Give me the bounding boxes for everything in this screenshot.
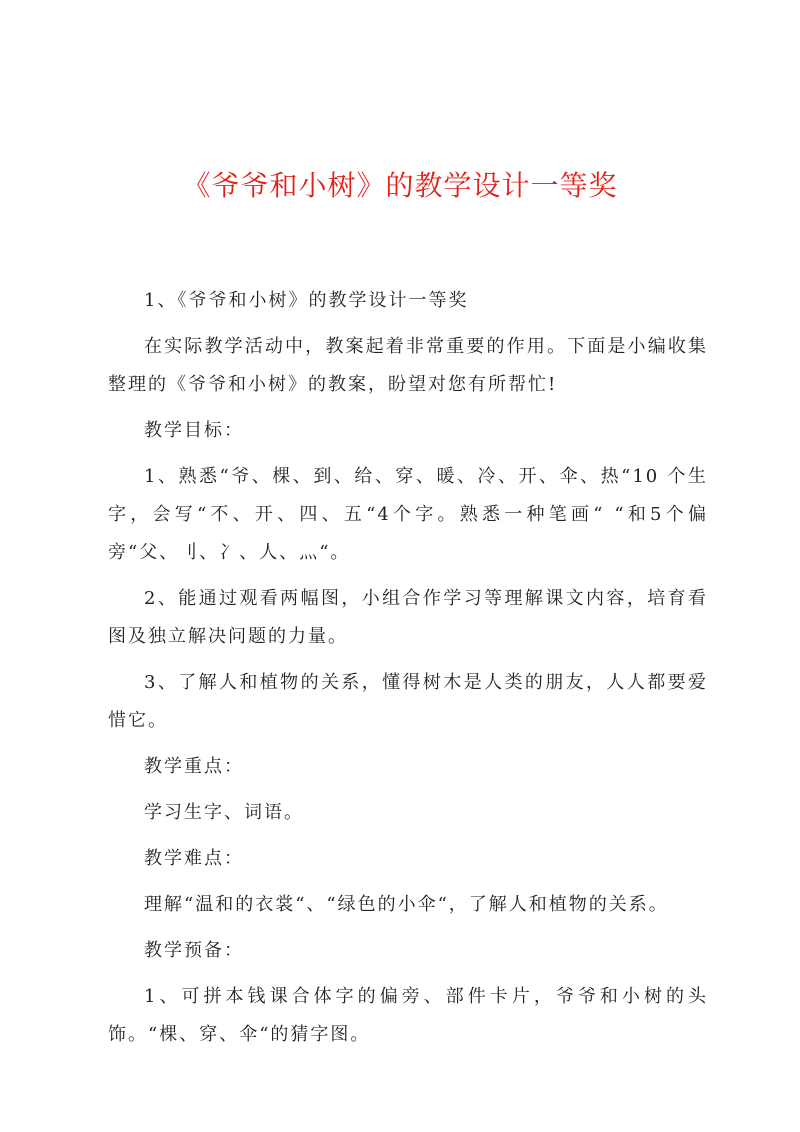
section-label-difficulties: 教学难点： [144,848,244,869]
paragraph-heading: 1、《爷爷和小树》的教学设计一等奖 [144,290,469,311]
section-label-key-points: 教学重点： [144,756,244,777]
section-label-preparation: 教学预备： [144,940,244,961]
document-title: 《爷爷和小树》的教学设计一等奖 [182,169,618,202]
paragraph-intro: 在实际教学活动中，教案起着非常重要的作用。下面是小编收集整理的《爷爷和小树》的教案，盼望对您有所帮忙! [108,336,708,395]
paragraph-goal-2: 2、能通过观看两幅图，小组合作学习等理解课文内容，培育看图及独立解决问题的力量。 [108,588,708,647]
section-label-goals: 教学目标： [144,420,244,441]
paragraph-goal-1: 1、熟悉“爷、棵、到、给、穿、暖、冷、开、伞、热“10 个生字，会写“不、开、四、五“4个字。熟悉一种笔画“ “和5个偏旁“父、刂、冫、人、灬“。 [108,466,708,563]
paragraph-difficulties: 理解“温和的衣裳“、“绿色的小伞“，了解人和植物的关系。 [144,894,669,915]
paragraph-goal-3: 3、了解人和植物的关系，懂得树木是人类的朋友，人人都要爱惜它。 [108,672,708,731]
document-body [108,282,708,1062]
paragraph-key-points: 学习生字、词语。 [144,802,304,823]
paragraph-preparation-1: 1、可拼本钱课合体字的偏旁、部件卡片，爷爷和小树的头饰。“棵、穿、伞“的猜字图。 [108,986,708,1045]
